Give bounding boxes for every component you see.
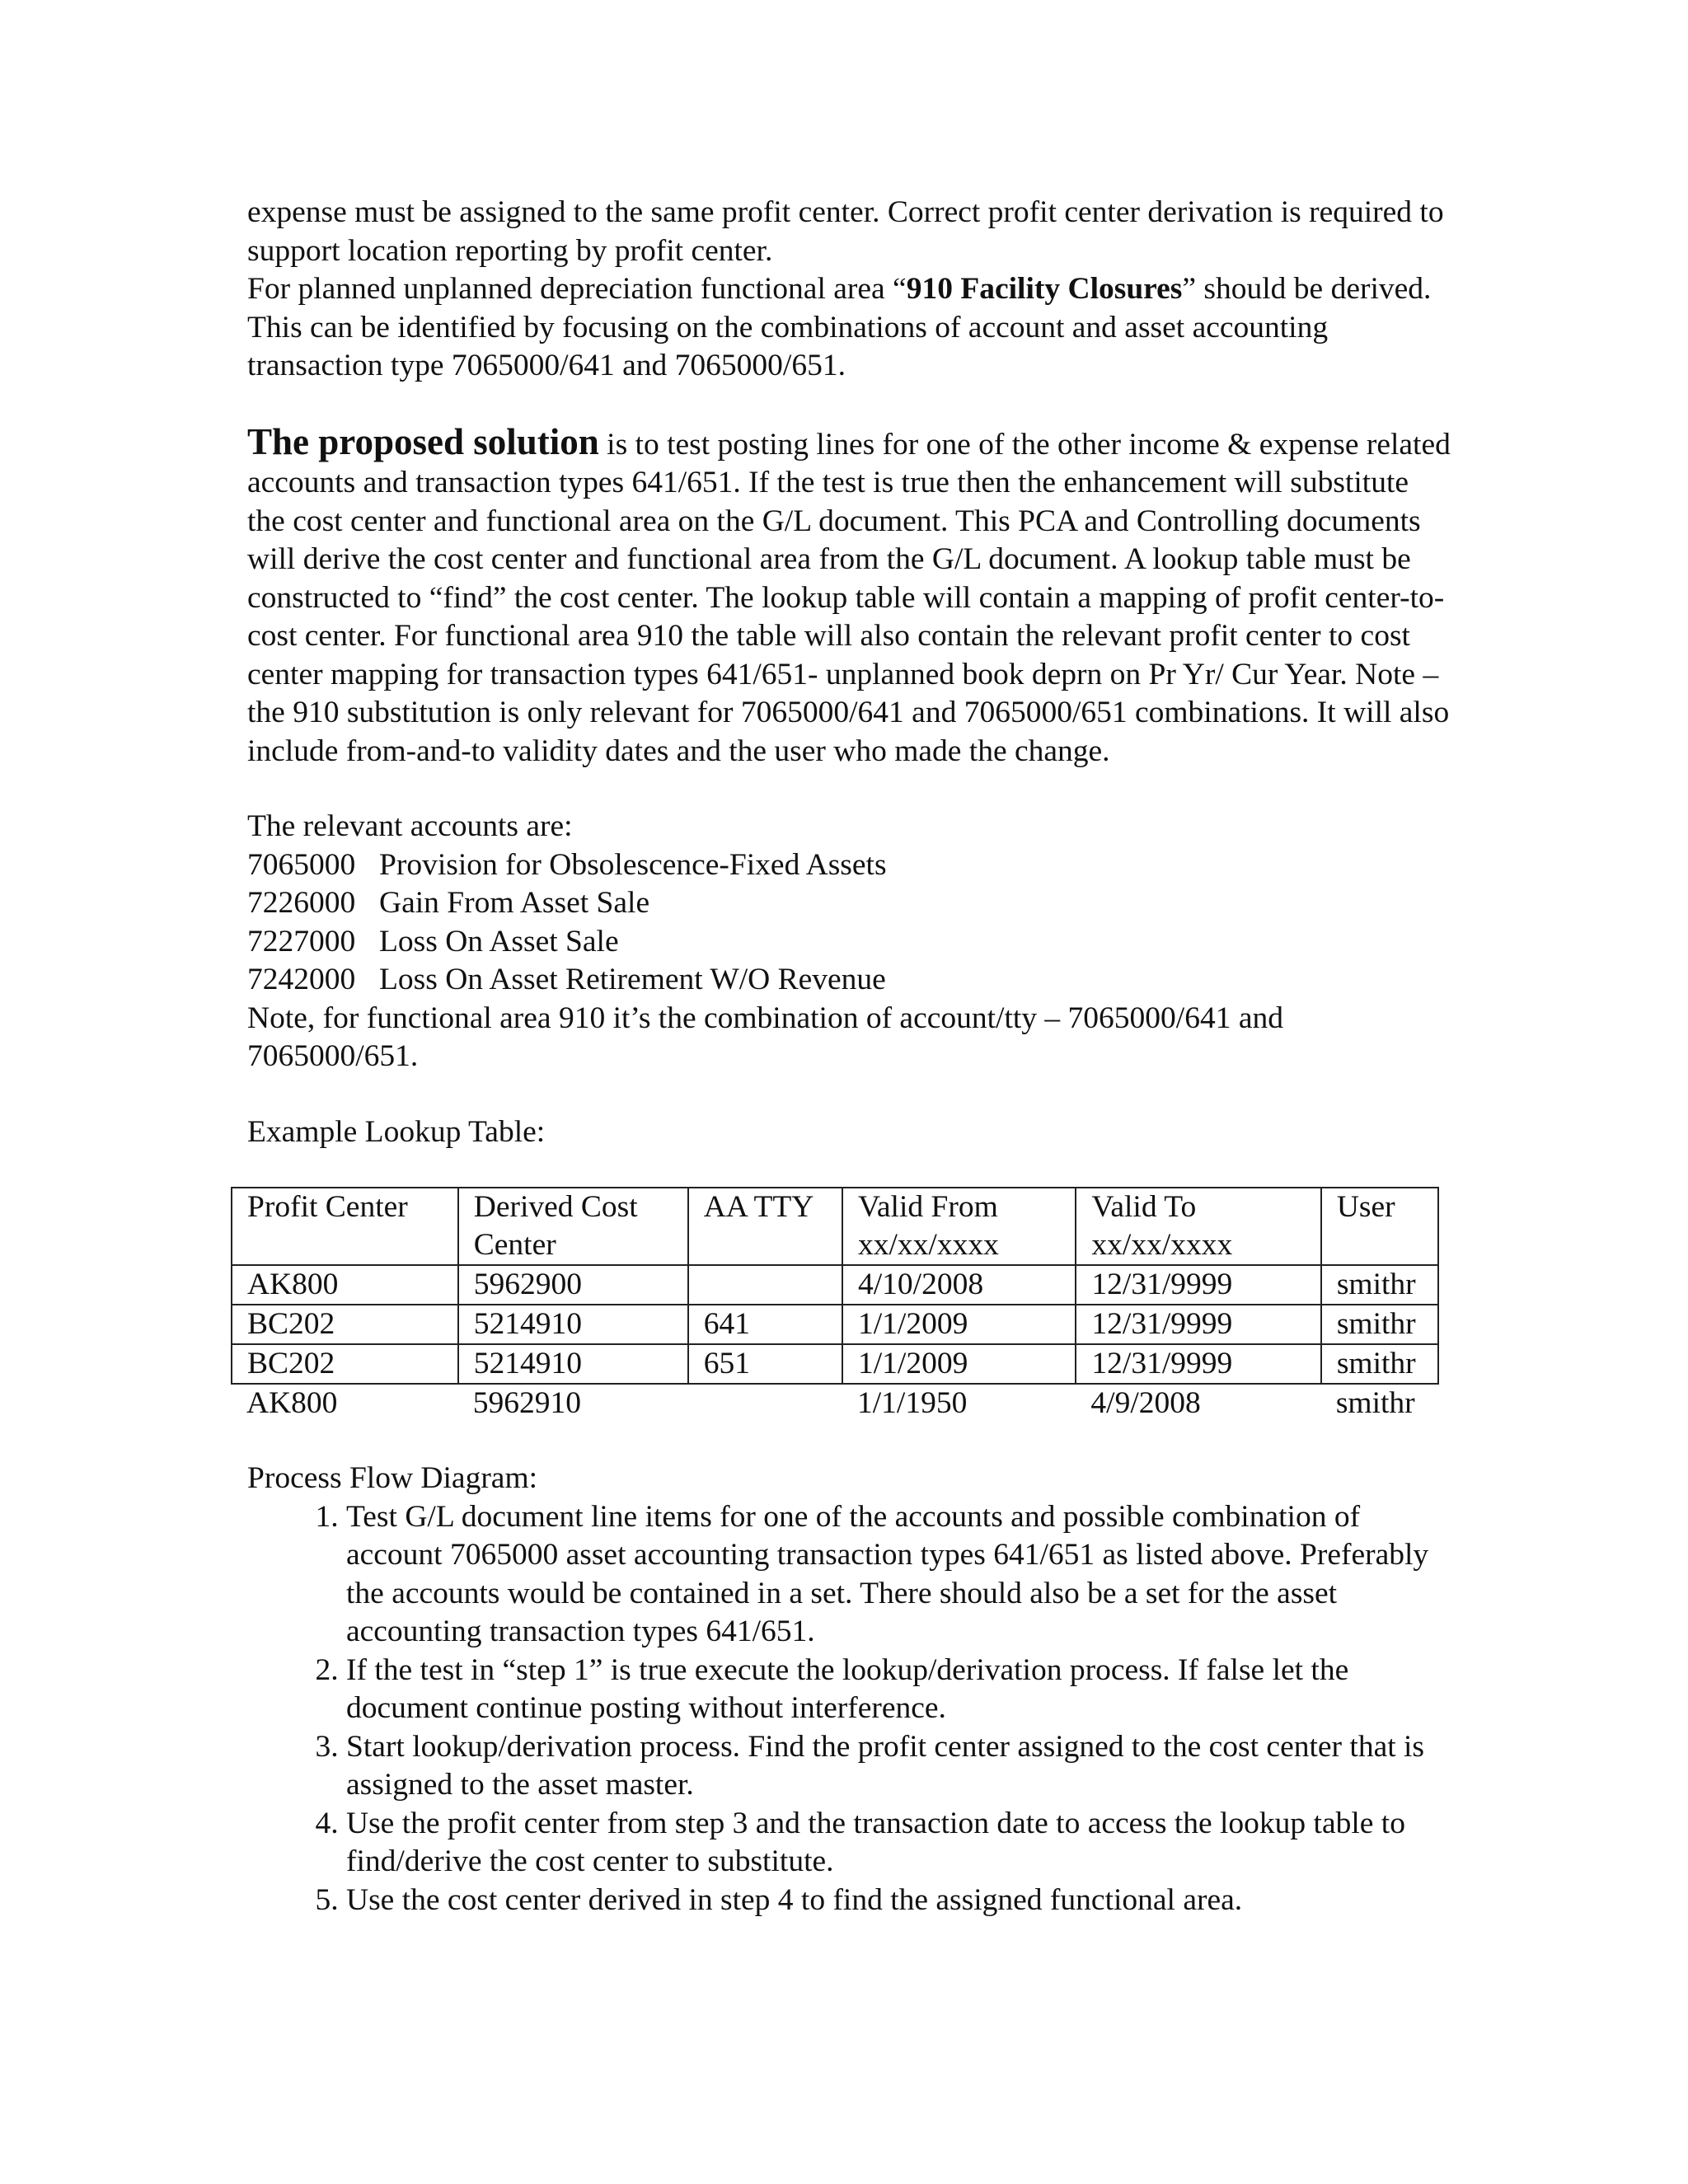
cell-valid-to: 12/31/9999 [1076, 1344, 1320, 1384]
account-code: 7065000 [247, 847, 356, 882]
cell-valid-from: 1/1/2009 [842, 1305, 1076, 1344]
cell-cost-center: 5962900 [458, 1265, 688, 1305]
process-step: 4. Use the profit center from step 3 and the transaction date to access the lookup table to find/derive the cost center to substitute. [346, 1805, 1451, 1882]
process-step: 2. If the test in “step 1” is true execute the lookup/derivation process. If false let the document continue posting without interference. [346, 1652, 1451, 1728]
cell-aa-tty: 641 [688, 1305, 842, 1344]
account-list [247, 846, 1451, 1000]
cell-user: smithr [1321, 1265, 1438, 1305]
account-name: Gain From Asset Sale [379, 886, 650, 920]
header-aa-tty: AA TTY [688, 1188, 842, 1265]
cell-profit-center: AK800 [246, 1386, 338, 1420]
cell-aa-tty [688, 1384, 842, 1422]
cell-valid-from: 1/1/2009 [842, 1344, 1076, 1384]
table-row [232, 1344, 1438, 1384]
process-steps-list [247, 1498, 1451, 1920]
cell-profit-center: BC202 [232, 1344, 458, 1384]
account-code: 7226000 [247, 886, 356, 920]
cell-aa-tty [688, 1265, 842, 1305]
lookup-table [231, 1187, 1439, 1422]
process-step: 3. Start lookup/derivation process. Find the profit center assigned to the cost center that is assigned to the asset master. [346, 1728, 1451, 1805]
account-code: 7242000 [247, 963, 356, 996]
cell-valid-to: 12/31/9999 [1076, 1265, 1320, 1305]
account-name: Loss On Asset Retirement W/O Revenue [379, 963, 886, 996]
cell-cost-center: 5214910 [458, 1344, 688, 1384]
account-item [247, 923, 1451, 962]
header-valid-from: Valid From xx/xx/xxxx [842, 1188, 1076, 1265]
functional-area-name: 910 Facility Closures [906, 272, 1183, 306]
account-name: Provision for Obsolescence-Fixed Assets [379, 847, 887, 882]
lookup-table-caption: Example Lookup Table: [247, 1114, 546, 1149]
cell-cost-center: 5214910 [458, 1305, 688, 1344]
cell-user: smithr [1321, 1344, 1438, 1384]
cell-user: smithr [1321, 1305, 1438, 1344]
cell-profit-center: BC202 [232, 1305, 458, 1344]
accounts-intro: The relevant accounts are: [247, 809, 573, 843]
header-derived-cost-center: Derived Cost Center [458, 1188, 688, 1265]
cell-user: smithr [1335, 1386, 1415, 1420]
intro-paragraph-2 [247, 270, 1451, 386]
table-row [232, 1384, 1438, 1422]
cell-valid-to: 12/31/9999 [1076, 1305, 1320, 1344]
process-flow-title: Process Flow Diagram: [247, 1461, 538, 1495]
header-valid-to: Valid To xx/xx/xxxx [1076, 1188, 1320, 1265]
table-row [232, 1305, 1438, 1344]
account-item [247, 846, 1451, 885]
table-row [232, 1265, 1438, 1305]
table-header-row [232, 1188, 1438, 1265]
proposed-solution-paragraph [247, 420, 1451, 771]
intro-paragraph-1: expense must be assigned to the same profit center. Correct profit center derivation is required to support location reporting by profit center. [247, 195, 1444, 268]
cell-valid-to: 4/9/2008 [1090, 1386, 1201, 1420]
proposed-solution-text: is to test posting lines for one of the other income & expense related accounts and transaction types 641/651. If the test is true then the enhancement will substitute the cost center and functional area on the G/L document. This PCA and Controlling documents will derive the cost center and functional area from the G/L document. A lookup table must be constructed to “find” the cost center. The lookup table will contain a mapping of profit center-to-cost center. For functional area 910 the table will also contain the relevant profit center to cost center mapping for transaction types 641/651- unplanned book deprn on Pr Yr/ Cur Year. Note – the 910 substitution is only relevant for 7065000/641 and 7065000/651 combinations. It will also include from-and-to validity dates and the user who made the change. [247, 427, 1451, 768]
process-step: 5. Use the cost center derived in step 4 to find the assigned functional area. [346, 1882, 1451, 1920]
account-item [247, 884, 1451, 923]
header-profit-center: Profit Center [232, 1188, 458, 1265]
intro-p2-start: For planned unplanned depreciation functional area “ [247, 272, 907, 306]
cell-valid-from: 4/10/2008 [842, 1265, 1076, 1305]
account-item [247, 961, 1451, 1000]
proposed-solution-heading: The proposed solution [247, 420, 599, 462]
cell-cost-center: 5962910 [472, 1386, 581, 1420]
cell-aa-tty: 651 [688, 1344, 842, 1384]
cell-valid-from: 1/1/1950 [856, 1386, 968, 1420]
document-page [247, 194, 1451, 1919]
intro-p2-end: ” should be derived. This can be identified by focusing on the combinations of account and asset accounting transaction type 7065000/641 and 7065000/651. [247, 272, 1432, 382]
process-step: 1. Test G/L document line items for one of the accounts and possible combination of account 7065000 asset accounting transaction types 641/651 as listed above. Preferably the accounts would be contained in a set. There should also be a set for the asset accounting transaction types 641/651. [346, 1498, 1451, 1652]
account-name: Loss On Asset Sale [379, 924, 619, 958]
account-code: 7227000 [247, 924, 356, 958]
functional-area-note: Note, for functional area 910 it’s the combination of account/tty – 7065000/641 and 7065000/651. [247, 1001, 1283, 1073]
cell-profit-center: AK800 [232, 1265, 458, 1305]
header-user: User [1321, 1188, 1438, 1265]
